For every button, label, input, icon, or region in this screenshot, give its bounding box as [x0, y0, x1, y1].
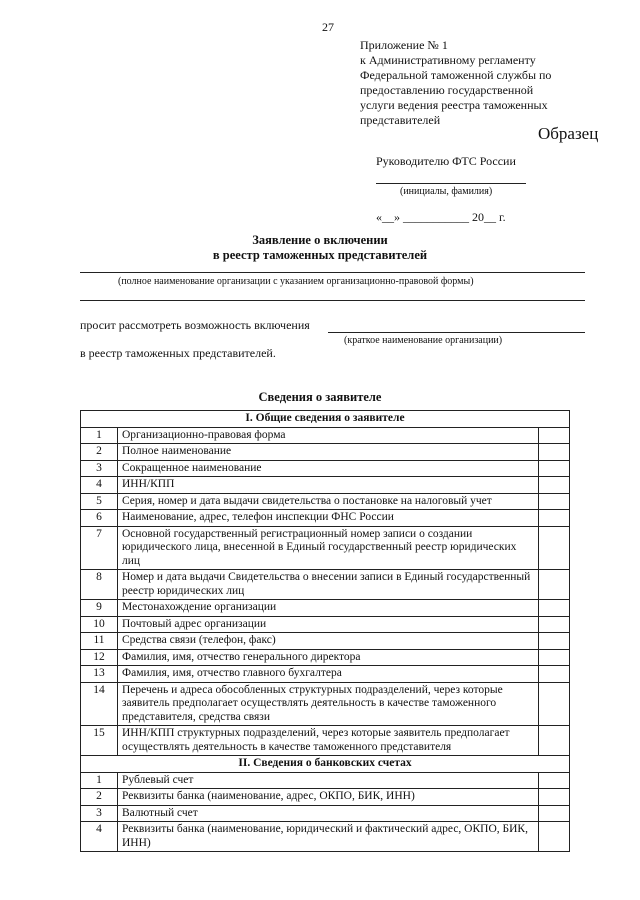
value-cell[interactable]: [539, 682, 570, 726]
table-row: [81, 427, 570, 444]
section-header: II. Сведения о банковских счетах: [81, 756, 570, 773]
value-cell[interactable]: [539, 649, 570, 666]
table-row: [81, 805, 570, 822]
table-row: [81, 444, 570, 461]
table-row: [81, 570, 570, 600]
section-header-row: [81, 411, 570, 428]
row-number: 1: [81, 772, 118, 789]
row-label: Наименование, адрес, телефон инспекции ФНС России: [118, 510, 539, 527]
row-number: 4: [81, 822, 118, 852]
row-number: 12: [81, 649, 118, 666]
org-short-name-caption: (краткое наименование организации): [344, 335, 503, 346]
appendix-line: услуги ведения реестра таможенных: [360, 98, 548, 112]
row-number: 6: [81, 510, 118, 527]
row-label: Фамилия, имя, отчество главного бухгалтера: [118, 666, 539, 683]
appendix-block: [360, 38, 590, 128]
appendix-line: к Административному регламенту: [360, 53, 536, 67]
value-cell[interactable]: [539, 726, 570, 756]
row-number: 13: [81, 666, 118, 683]
sample-label: Образец: [538, 124, 599, 143]
section-title: Сведения о заявителе: [258, 390, 382, 404]
section-header-row: [81, 756, 570, 773]
row-number: 11: [81, 633, 118, 650]
row-label: Рублевый счет: [118, 772, 539, 789]
table-row: [81, 460, 570, 477]
request-text: просит рассмотреть возможность включения: [80, 318, 310, 332]
table-row: [81, 493, 570, 510]
row-label: ИНН/КПП структурных подразделений, через которые заявитель предполагает осуществлять деятельность в качестве таможенного представителя: [118, 726, 539, 756]
appendix-title: Приложение № 1: [360, 38, 448, 52]
row-number: 1: [81, 427, 118, 444]
request-text-2: в реестр таможенных представителей.: [80, 346, 276, 360]
appendix-line: Федеральной таможенной службы по: [360, 68, 552, 82]
table-row: [81, 600, 570, 617]
table-row: [81, 633, 570, 650]
value-cell[interactable]: [539, 427, 570, 444]
appendix-line: предоставлению государственной: [360, 83, 534, 97]
table-row: [81, 510, 570, 527]
row-number: 4: [81, 477, 118, 494]
value-cell[interactable]: [539, 600, 570, 617]
addressee: Руководителю ФТС России: [376, 154, 516, 168]
row-number: 14: [81, 682, 118, 726]
title-line: в реестр таможенных представителей: [212, 248, 428, 262]
signature-caption: (инициалы, фамилия): [400, 186, 493, 197]
appendix-line: представителей: [360, 113, 441, 127]
row-number: 3: [81, 460, 118, 477]
row-number: 10: [81, 616, 118, 633]
document-title: [0, 233, 640, 263]
value-cell[interactable]: [539, 666, 570, 683]
row-number: 15: [81, 726, 118, 756]
value-cell[interactable]: [539, 570, 570, 600]
value-cell[interactable]: [539, 493, 570, 510]
row-label: Организационно-правовая форма: [118, 427, 539, 444]
row-number: 2: [81, 789, 118, 806]
row-number: 2: [81, 444, 118, 461]
value-cell[interactable]: [539, 633, 570, 650]
row-label: Номер и дата выдачи Свидетельства о внесении записи в Единый государственный реестр юридических лиц: [118, 570, 539, 600]
table-row: [81, 526, 570, 570]
row-number: 5: [81, 493, 118, 510]
value-cell[interactable]: [539, 460, 570, 477]
value-cell[interactable]: [539, 822, 570, 852]
table-row: [81, 772, 570, 789]
org-full-name-line-2: [80, 300, 585, 301]
signature-line: [376, 183, 526, 184]
table-row: [81, 477, 570, 494]
row-number: 3: [81, 805, 118, 822]
row-label: Серия, номер и дата выдачи свидетельства о постановке на налоговый учет: [118, 493, 539, 510]
table-row: [81, 649, 570, 666]
table-row: [81, 822, 570, 852]
row-label: Средства связи (телефон, факс): [118, 633, 539, 650]
row-label: Реквизиты банка (наименование, юридический и фактический адрес, ОКПО, БИК, ИНН): [118, 822, 539, 852]
row-label: ИНН/КПП: [118, 477, 539, 494]
row-label: Фамилия, имя, отчество генерального директора: [118, 649, 539, 666]
row-label: Местонахождение организации: [118, 600, 539, 617]
value-cell[interactable]: [539, 616, 570, 633]
org-full-name-caption: (полное наименование организации с указанием организационно-правовой формы): [118, 276, 474, 287]
value-cell[interactable]: [539, 789, 570, 806]
date-line: «__» ___________ 20__ г.: [376, 210, 506, 224]
table-row: [81, 789, 570, 806]
value-cell[interactable]: [539, 477, 570, 494]
row-label: Основной государственный регистрационный номер записи о создании юридического лица, внесенной в Единый государственный реестр юридических лиц: [118, 526, 539, 570]
section-header: I. Общие сведения о заявителе: [81, 411, 570, 428]
table-row: [81, 682, 570, 726]
row-label: Реквизиты банка (наименование, адрес, ОКПО, БИК, ИНН): [118, 789, 539, 806]
row-label: Перечень и адреса обособленных структурных подразделений, через которые заявитель предполагает осуществлять деятельность в качестве таможенного представителя, средства связи: [118, 682, 539, 726]
table-row: [81, 616, 570, 633]
row-number: 9: [81, 600, 118, 617]
value-cell[interactable]: [539, 510, 570, 527]
page-number: 27: [322, 20, 334, 34]
value-cell[interactable]: [539, 444, 570, 461]
value-cell[interactable]: [539, 772, 570, 789]
table-row: [81, 726, 570, 756]
row-number: 7: [81, 526, 118, 570]
row-number: 8: [81, 570, 118, 600]
org-full-name-line: [80, 272, 585, 273]
table-row: [81, 666, 570, 683]
applicant-info-table: [80, 410, 570, 852]
row-label: Сокращенное наименование: [118, 460, 539, 477]
row-label: Валютный счет: [118, 805, 539, 822]
value-cell[interactable]: [539, 805, 570, 822]
row-label: Полное наименование: [118, 444, 539, 461]
row-label: Почтовый адрес организации: [118, 616, 539, 633]
org-short-name-line: [328, 332, 585, 333]
title-line: Заявление о включении: [252, 233, 388, 247]
value-cell[interactable]: [539, 526, 570, 570]
